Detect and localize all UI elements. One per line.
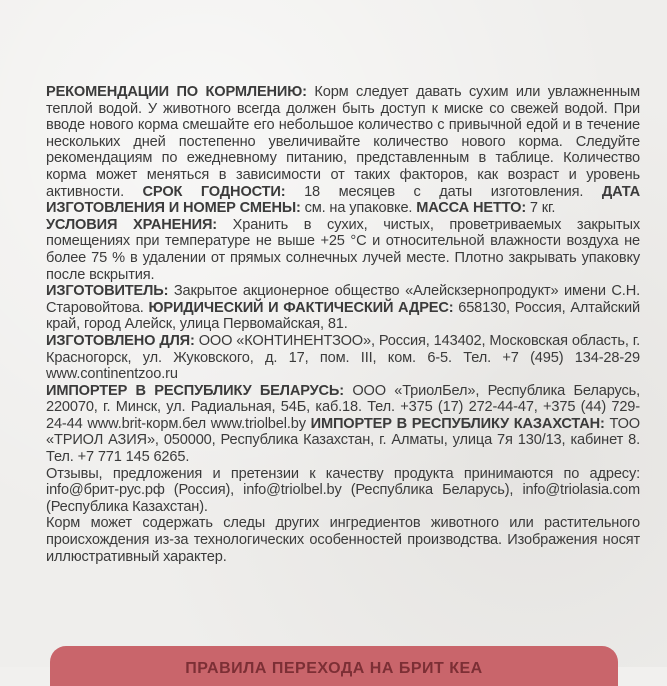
- made-for-text: ООО «КОНТИНЕНТЗОО», Россия, 143402, Московская область, г. Красногорск, ул. Жуковского, д. 17, пом. III, ком. 6-5. Тел. +7 (495) 134-28-29 www.continentzoo.ru: [46, 332, 640, 383]
- net-weight-heading: МАССА НЕТТО:: [416, 200, 527, 217]
- importer-by-text: ООО «ТриолБел», Республика Беларусь, 220070, г. Минск, ул. Радиальная, 54Б, каб.18. Тел. +375 (17) 272-44-47, +375 (44) 729-24-44 www.brit-корм.бел www.triolbel.by: [46, 382, 640, 432]
- storage-paragraph: [46, 217, 640, 283]
- transition-rules-banner: [50, 646, 618, 686]
- feedback-paragraph: Отзывы, предложения и претензии к качеству продукта принимаются по адресу: info@брит-рус.рф (Россия), info@triolbel.by (Республика Беларусь), info@triolasia.com (Республика Казахстан).: [46, 465, 640, 515]
- made-for-heading: ИЗГОТОВЛЕНО ДЛЯ:: [46, 332, 195, 349]
- storage-text: Хранить в сухих, чистых, проветриваемых закрытых помещениях при температуре не выше +25 °С и относительной влажности воздуха не более 75 % в удалении от прямых солнечных лучей месте. Плотно закрывать упаковку после вскрытия.: [46, 216, 640, 283]
- feeding-heading: РЕКОМЕНДАЦИИ ПО КОРМЛЕНИЮ:: [46, 84, 307, 100]
- importer-by-heading: ИМПОРТЕР В РЕСПУБЛИКУ БЕЛАРУСЬ:: [46, 382, 344, 399]
- manufacturer-text: Закрытое акционерное общество «Алейскзернопродукт» имени С.Н. Старовойтова.: [46, 283, 640, 316]
- feeding-paragraph: [46, 84, 640, 217]
- importer-kz-text: ТОО «ТРИОЛ АЗИЯ», 050000, Республика Казахстан, г. Алматы, улица 7я 130/13, кабинет 8. Тел. +7 771 145 6265.: [46, 415, 640, 466]
- shelf-life-heading: СРОК ГОДНОСТИ:: [142, 183, 286, 200]
- disclaimer-paragraph: Корм может содержать следы других ингредиентов животного или растительного происхождения из-за технологических особенностей производства. Изображения носят иллюстративный характер.: [46, 515, 640, 565]
- shelf-life-text: 18 месяцев с даты изготовления.: [285, 183, 602, 200]
- manufacturer-paragraph: [46, 283, 640, 333]
- address-heading: ЮРИДИЧЕСКИЙ И ФАКТИЧЕСКИЙ АДРЕС:: [148, 299, 454, 316]
- address-text: 658130, Россия, Алтайский край, город Алейск, улица Первомайская, 81.: [46, 299, 640, 333]
- feeding-text: Корм следует давать сухим или увлажненным теплой водой. У животного всегда должен быть доступ к миске со свежей водой. При вводе нового корма смешайте его небольшое количество с привычной едой и в течение нескольких дней постепенно увеличивайте количество нового корма. Следуйте рекомендациям по ежедневному питанию, представленным в таблице. Количество корма может меняться в зависимости от таких факторов, как возраст и уровень активности.: [46, 84, 640, 200]
- storage-heading: УСЛОВИЯ ХРАНЕНИЯ:: [46, 216, 218, 233]
- label-text-block: [46, 84, 640, 565]
- batch-text: см. на упаковке.: [300, 200, 417, 217]
- banner-title: ПРАВИЛА ПЕРЕХОДА НА БРИТ КЕА: [185, 660, 483, 677]
- manufacturer-heading: ИЗГОТОВИТЕЛЬ:: [46, 283, 169, 300]
- made-for-paragraph: [46, 333, 640, 383]
- batch-heading: ДАТА ИЗГОТОВЛЕНИЯ И НОМЕР СМЕНЫ:: [46, 183, 640, 217]
- importer-kz-heading: ИМПОРТЕР В РЕСПУБЛИКУ КАЗАХСТАН:: [310, 415, 605, 432]
- net-weight-text: 7 кг.: [526, 200, 556, 217]
- importer-paragraph: [46, 383, 640, 466]
